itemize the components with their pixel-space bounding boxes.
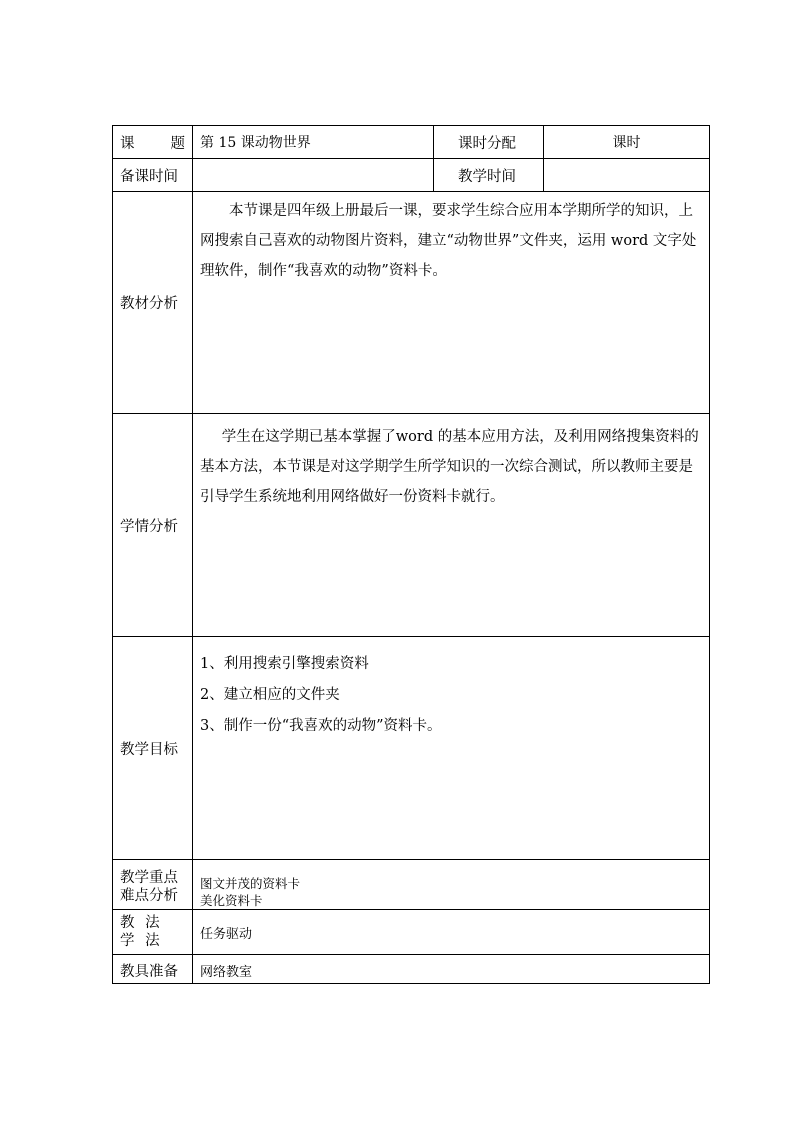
key-points-label <box>113 860 193 910</box>
key-points-label-line2: 难点分析 <box>120 887 178 904</box>
row-topic <box>113 126 710 159</box>
methods-label-line1: 教 法 <box>120 915 163 931</box>
row-tools <box>113 955 710 984</box>
key-points-value-line1: 图文并茂的资料卡 <box>200 876 301 891</box>
methods-label-line2: 学 法 <box>120 933 163 949</box>
period-allocation-label: 课时分配 <box>434 126 544 159</box>
prep-time-value <box>193 159 434 192</box>
student-analysis-label: 学情分析 <box>113 414 193 637</box>
key-points-value-line2: 美化资料卡 <box>200 893 263 908</box>
teaching-time-label: 教学时间 <box>434 159 544 192</box>
methods-label <box>113 910 193 955</box>
tools-value: 网络教室 <box>193 955 710 984</box>
prep-time-label: 备课时间 <box>113 159 193 192</box>
row-prep-time <box>113 159 710 192</box>
key-points-value <box>193 860 710 910</box>
topic-label-char2: 题 <box>170 135 185 152</box>
row-methods <box>113 910 710 955</box>
material-analysis-label: 教材分析 <box>113 192 193 414</box>
teaching-goals-label: 教学目标 <box>113 637 193 860</box>
goal-item: 1、利用搜索引擎搜索资料 <box>200 656 369 672</box>
period-allocation-value: 课时 <box>544 126 710 159</box>
topic-label-char1: 课 <box>120 135 135 152</box>
teaching-time-value <box>544 159 710 192</box>
row-student-analysis <box>113 414 710 637</box>
topic-value: 第 15 课动物世界 <box>193 126 434 159</box>
row-teaching-goals <box>113 637 710 860</box>
goal-item: 3、制作一份“我喜欢的动物”资料卡。 <box>200 718 442 734</box>
row-material-analysis <box>113 192 710 414</box>
methods-value: 任务驱动 <box>193 910 710 955</box>
teaching-goals-list <box>193 637 710 860</box>
lesson-plan-table <box>112 125 710 984</box>
student-analysis-text: 学生在这学期已基本掌握了word 的基本应用方法，及利用网络搜集资料的基本方法，本节课是对这学期学生所学知识的一次综合测试，所以教师主要是引导学生系统地利用网络做好一份资料卡就行。 <box>193 414 710 637</box>
goal-item: 2、建立相应的文件夹 <box>200 687 340 703</box>
topic-label-cell <box>113 126 193 159</box>
row-key-points <box>113 860 710 910</box>
key-points-label-line1: 教学重点 <box>120 869 178 886</box>
material-analysis-text: 本节课是四年级上册最后一课，要求学生综合应用本学期所学的知识，上网搜索自己喜欢的动物图片资料，建立“动物世界”文件夹，运用 word 文字处理软件，制作“我喜欢的动物”资料卡。 <box>193 192 710 414</box>
tools-label: 教具准备 <box>113 955 193 984</box>
